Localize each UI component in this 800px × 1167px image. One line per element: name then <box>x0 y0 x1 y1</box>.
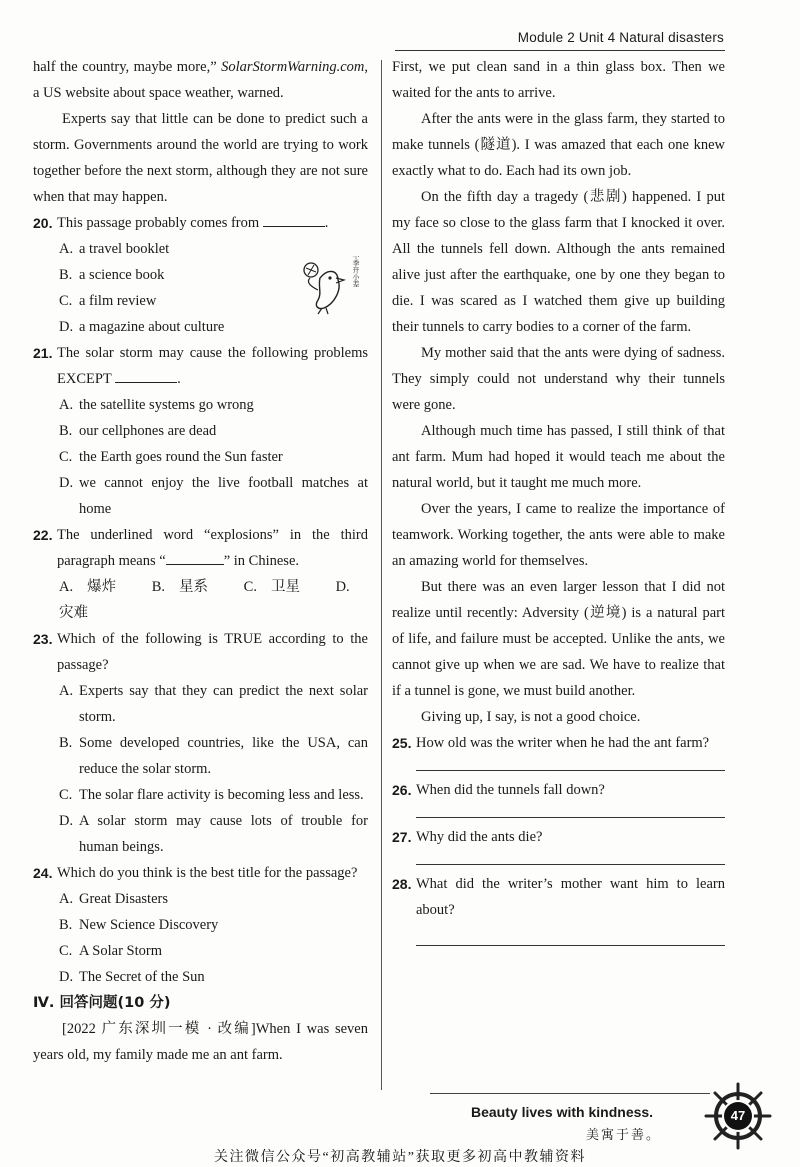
answer-line[interactable] <box>416 756 725 771</box>
answer-blank[interactable] <box>115 368 177 383</box>
paragraph: On the fifth day a tragedy (悲剧) happened. I put my face so close to the glass farm that I knocked it over. All the tunnels fell down. Although the ants remained alive just after the earthquake, one by one they began to die. I was scared as I watched them give up building their tunnels to carry bodies to a corner of the farm. <box>392 189 725 335</box>
continued-paragraph: half the country, maybe more,” SolarStormWarning.com, a US website about space weather, warned. <box>33 59 368 101</box>
answer-blank[interactable] <box>166 550 224 565</box>
question-23: 23. Which of the following is TRUE according to the passage? A. Experts say that they can predict the next solar storm. B. Some developed countries, like the USA, can reduce the solar storm. C. The solar flare activity is becoming less and less. D. A solar storm may cause lots of trouble for human beings. <box>33 631 368 855</box>
mascot-illustration <box>298 256 366 318</box>
footer-rule <box>430 1093 710 1094</box>
source-tag: [2022 广东深圳一模 · 改编] <box>62 1021 256 1037</box>
paragraph: After the ants were in the glass farm, they started to make tunnels (隧道). I was amazed that each one knew exactly what to do. Each had its own job. <box>392 111 725 179</box>
question-20: 20. This passage probably comes from . A. a travel booklet B. a science book C. a film review D. a magazine about culture <box>33 210 368 340</box>
column-divider <box>381 60 382 1090</box>
page-number-badge <box>702 1080 774 1152</box>
answer-line[interactable] <box>416 931 725 946</box>
question-24: 24. Which do you think is the best title for the passage? A. Great Disasters B. New Science Discovery C. A Solar Storm D. The Secret of the Sun <box>33 865 358 985</box>
paragraph: Giving up, I say, is not a good choice. <box>421 709 641 725</box>
bottom-note: 关注微信公众号“初高教辅站”获取更多初高中教辅资料 <box>214 1150 586 1165</box>
header-rule <box>395 50 725 51</box>
question-28: 28. What did the writer’s mother want him to learn about? <box>392 871 725 946</box>
answer-line[interactable] <box>416 850 725 865</box>
paragraph: Over the years, I came to realize the importance of teamwork. Working together, the ants were able to make an amazing world for themselves. <box>392 501 725 569</box>
question-21: 21. The solar storm may cause the following problems EXCEPT . A. the satellite systems go wrong B. our cellphones are dead C. the Earth goes round the Sun faster D. we cannot enjoy the live football matches at home <box>33 345 368 517</box>
question-22: 22. The underlined word “explosions” in the third paragraph means “ ” in Chinese. A. 爆炸 B. 星系 C. 卫星 D.灾难 <box>33 522 368 626</box>
footer-motto: Beauty lives with kindness. <box>471 1104 654 1120</box>
paragraph: My mother said that the ants were dying of sadness. They simply could not understand why their tunnels were gone. <box>392 345 725 413</box>
question-26: 26. When did the tunnels fall down? <box>392 777 725 818</box>
page-number: 47 <box>724 1102 752 1130</box>
story-opening: [2022 广东深圳一模 · 改编]When I was seven years old, my family made me an ant farm. <box>33 1021 368 1063</box>
paragraph: Although much time has passed, I still think of that ant farm. Mum had hoped it would teach me about the natural world, but it taught me much more. <box>392 423 725 491</box>
paragraph: First, we put clean sand in a thin glass box. Then we waited for the ants to arrive. <box>392 59 725 101</box>
question-27: 27. Why did the ants die? <box>392 824 725 865</box>
svg-text:不季开小差: 不季开小差 <box>352 256 360 288</box>
bird-icon <box>298 256 366 318</box>
left-column <box>33 54 368 1068</box>
question-25: 25. How old was the writer when he had the ant farm? <box>392 730 725 771</box>
answer-blank[interactable] <box>263 212 325 227</box>
right-column <box>392 54 725 946</box>
paragraph: Experts say that little can be done to predict such a storm. Governments around the world are trying to work together before the next storm, although they are not sure when that may happen. <box>33 111 368 205</box>
answer-line[interactable] <box>416 803 725 818</box>
footer-motto-chinese: 美寓于善。 <box>586 1127 662 1142</box>
paragraph: But there was an even larger lesson that I did not realize until recently: Adversity (逆境) is a natural part of life, and failure must be accepted. Unlike the ants, we cannot give up when we are sad. We have to realize that if a tunnel is gone, we must build another. <box>392 579 725 699</box>
page-header: Module 2 Unit 4 Natural disasters <box>517 30 724 45</box>
inline-options: A. 爆炸 B. 星系 C. 卫星 D.灾难 <box>59 579 350 621</box>
section-title: Ⅳ. 回答问题(10 分) <box>33 995 171 1011</box>
